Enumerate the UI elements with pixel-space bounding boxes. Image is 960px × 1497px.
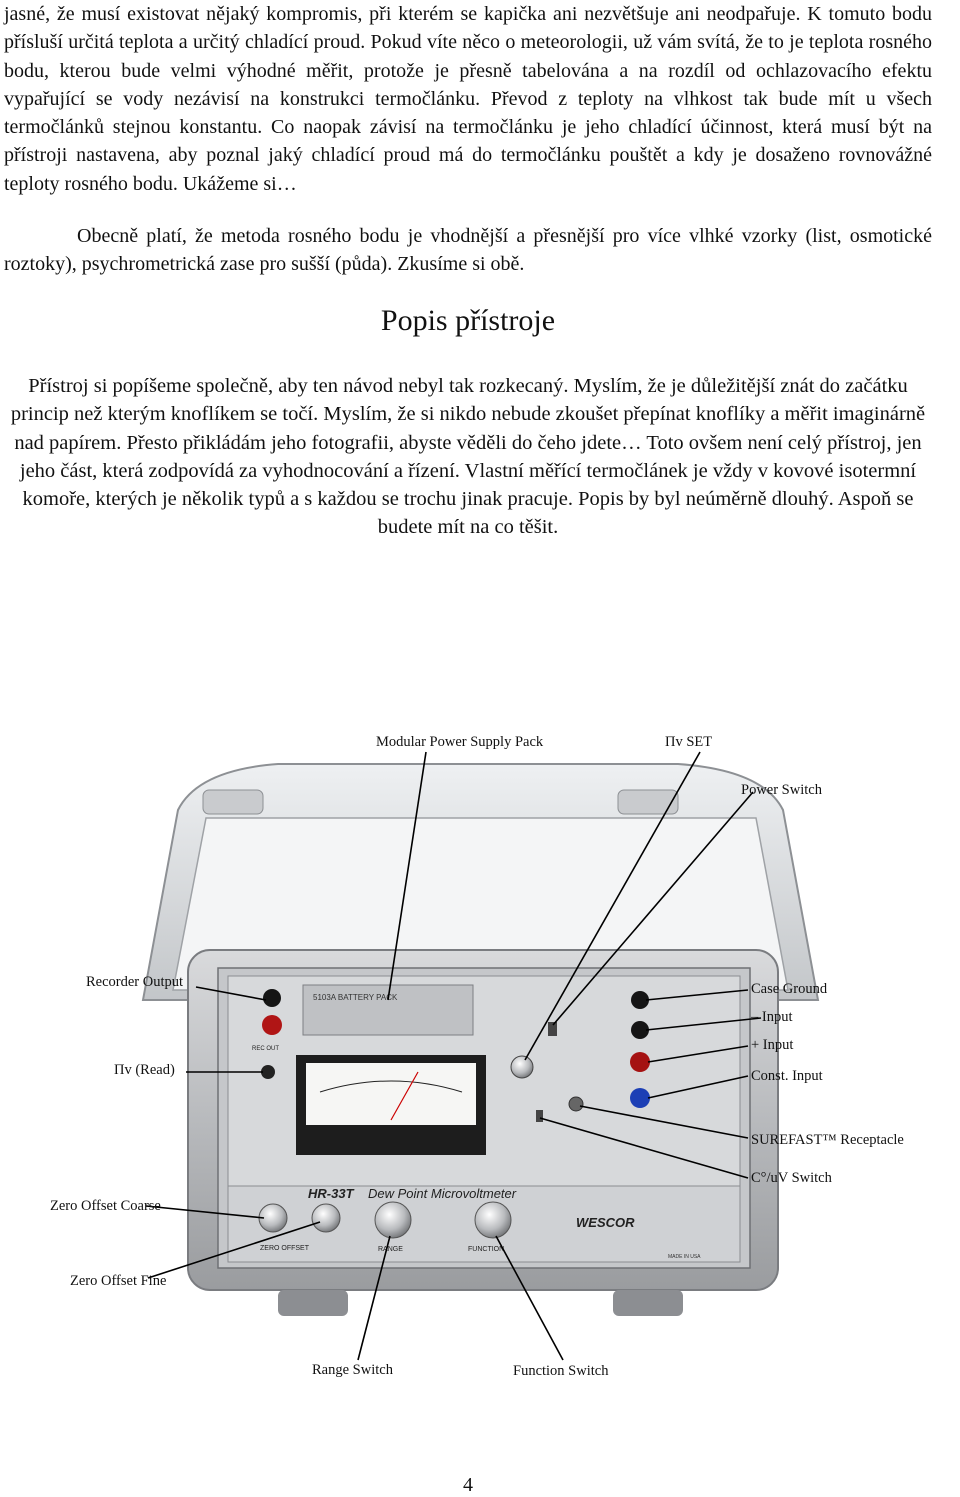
label-plus-input: + Input [751,1037,794,1053]
label-minus-input: – Input [751,1009,793,1025]
zero-offset-panel-label: ZERO OFFSET [260,1245,309,1252]
label-range-switch: Range Switch [312,1362,393,1378]
pi-set-knob[interactable] [511,1056,533,1078]
label-const-input: Const. Input [751,1068,823,1084]
rec-out-label: REC OUT [252,1046,279,1052]
label-zero-offset-coarse: Zero Offset Coarse [50,1198,161,1214]
brand-logo: WESCOR [576,1215,635,1230]
range-panel-label: RANGE [378,1246,403,1253]
function-panel-label: FUNCTION [468,1246,505,1253]
label-zero-offset-fine: Zero Offset Fine [70,1273,167,1289]
plus-input-terminal[interactable] [630,1052,650,1072]
pi-read-button[interactable] [261,1065,275,1079]
recorder-output-red-terminal[interactable] [262,1015,282,1035]
made-in-label: MADE IN USA [668,1254,701,1260]
paragraph-device-description: Přístroj si popíšeme společně, aby ten návod nebyl tak rozkecaný. Myslím, že je důležitější znát do začátku princip než kterým knoflíkem se točí. Myslím, že si nikdo nebude zkoušet přepínat knoflíky a měřit imaginárně nad papírem. Přesto přikládám jeho fotografii, abyste věděli do čeho jdete… Toto ovšem není celý přístroj, jen jeho část, která zodpovídá za vyhodnocování a řízení. Vlastní měřící termočlánek je vždy v kovové isotermní komoře, kterých je několik typů a s každou se trochu jinak pracuje. Popis by byl neúměrně dlouhý. Aspoň se budete mít na co těšit. [10,375,926,539]
label-cuv-switch: C°/uV Switch [751,1170,832,1186]
analog-meter [296,1055,486,1155]
power-switch-toggle[interactable] [548,1022,557,1036]
label-recorder-output: Recorder Output [86,974,184,990]
label-surefast-receptacle: SUREFAST™ Receptacle [751,1132,904,1148]
section-heading: Popis přístroje [380,304,556,337]
device-model: HR-33T [308,1186,354,1201]
label-case-ground: Case Ground [751,981,828,997]
recorder-output-black-terminal[interactable] [263,989,281,1007]
page-number: 4 [463,1474,473,1496]
cuv-switch-toggle[interactable] [536,1110,543,1122]
paragraph-intro: jasné, že musí existovat nějaký kompromis, při kterém se kapička ani nezvětšuje ani neodpařuje. K tomuto bodu přísluší určitá teplota a určitý chladící proud. Pokud víte něco o meteorologii, už vám svítá, že to je teplota rosného bodu, kterou bude velmi výhodné měřit, protože je přesně tabelována a na rozdíl od ochlazovacího efektu vypařující se vody nezávisí na konstrukci termočlánku. Převod z teploty na vlhkost tak bude mít u všech termočlánků stejnou konstantu. Co naopak závisí na termočlánku je jeho chladící účinnost, která musí být na přístroji nastavena, aby poznal jaký chladící proud má do termočlánku pouštět a kdy je dosaženo rovnovážné teploty rosného bodu. Ukážeme si… [4,3,932,195]
paragraph-method-comparison: Obecně platí, že metoda rosného bodu je vhodnější a přesnější pro více vlhké vzorky (list, osmotické roztoky), psychrometrická zase pro sušší (půda). Zkusíme si obě. [4,225,932,276]
device-photo-figure [28,700,932,1420]
range-switch-knob[interactable] [375,1202,411,1238]
const-input-terminal[interactable] [630,1088,650,1108]
function-switch-knob[interactable] [475,1202,511,1238]
surefast-receptacle[interactable] [569,1097,583,1111]
label-pi-read: Πv (Read) [114,1062,175,1078]
label-power-switch: Power Switch [741,782,822,798]
label-function-switch: Function Switch [513,1363,609,1379]
label-modular-power-supply: Modular Power Supply Pack [376,734,544,750]
device-illustration [28,700,932,1420]
zero-offset-fine-knob[interactable] [312,1204,340,1232]
device-name: Dew Point Microvoltmeter [368,1186,517,1201]
battery-pack-label: 5103A BATTERY PACK [313,993,398,1002]
label-pi-set: Πv SET [665,734,713,750]
